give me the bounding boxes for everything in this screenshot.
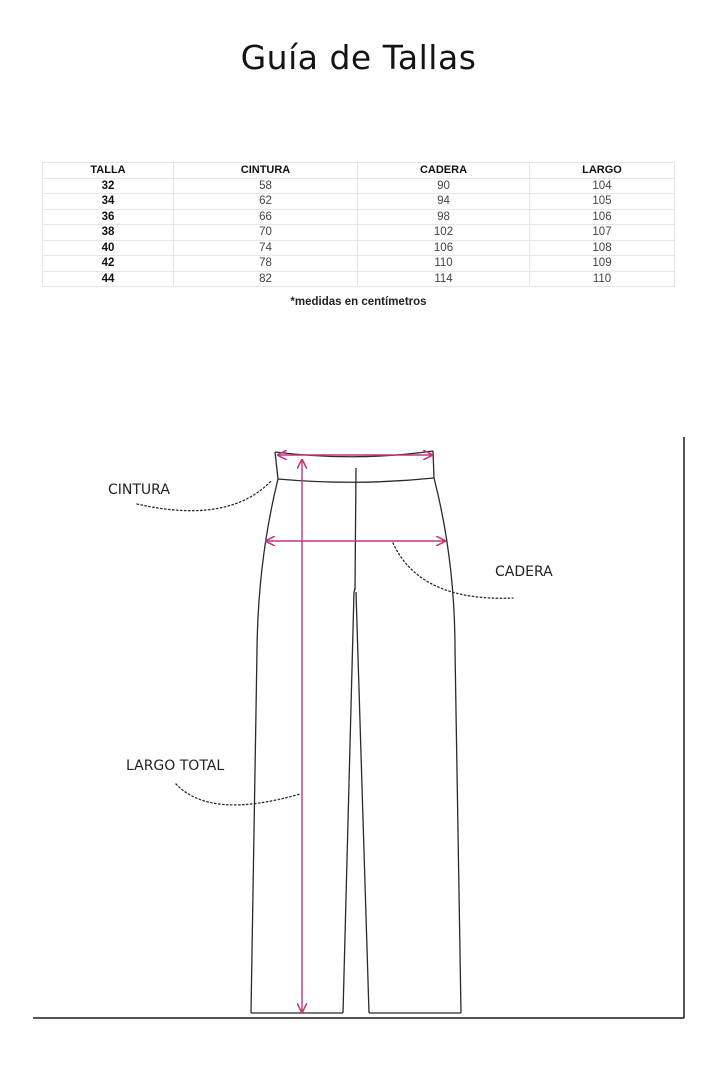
- cell-waist: 78: [174, 256, 358, 272]
- cell-length: 106: [530, 209, 675, 225]
- cell-waist: 62: [174, 194, 358, 210]
- units-note: *medidas en centímetros: [290, 296, 427, 308]
- cell-hip: 98: [358, 209, 530, 225]
- cell-size: 32: [43, 178, 174, 194]
- cell-length: 107: [530, 225, 675, 241]
- cell-size: 42: [43, 256, 174, 272]
- cell-waist: 58: [174, 178, 358, 194]
- cell-length: 108: [530, 240, 675, 256]
- cell-hip: 90: [358, 178, 530, 194]
- cell-waist: 82: [174, 271, 358, 287]
- cell-size: 38: [43, 225, 174, 241]
- cell-waist: 66: [174, 209, 358, 225]
- label-waist: CINTURA: [108, 482, 170, 498]
- cell-size: 34: [43, 194, 174, 210]
- header-talla: TALLA: [43, 163, 174, 179]
- cell-length: 105: [530, 194, 675, 210]
- cell-length: 110: [530, 271, 675, 287]
- cell-size: 44: [43, 271, 174, 287]
- cell-hip: 106: [358, 240, 530, 256]
- header-cintura: CINTURA: [174, 163, 358, 179]
- cell-waist: 74: [174, 240, 358, 256]
- label-hip: CADERA: [495, 564, 553, 580]
- length-leader: [176, 784, 300, 805]
- cell-hip: 94: [358, 194, 530, 210]
- pants-outline: [251, 451, 461, 1013]
- cell-length: 109: [530, 256, 675, 272]
- header-cadera: CADERA: [358, 163, 530, 179]
- cell-size: 40: [43, 240, 174, 256]
- cell-waist: 70: [174, 225, 358, 241]
- page-title: Guía de Tallas: [240, 38, 477, 77]
- cell-hip: 114: [358, 271, 530, 287]
- cell-hip: 102: [358, 225, 530, 241]
- cell-hip: 110: [358, 256, 530, 272]
- cell-size: 36: [43, 209, 174, 225]
- label-length: LARGO TOTAL: [126, 758, 225, 774]
- header-largo: LARGO: [530, 163, 675, 179]
- cell-length: 104: [530, 178, 675, 194]
